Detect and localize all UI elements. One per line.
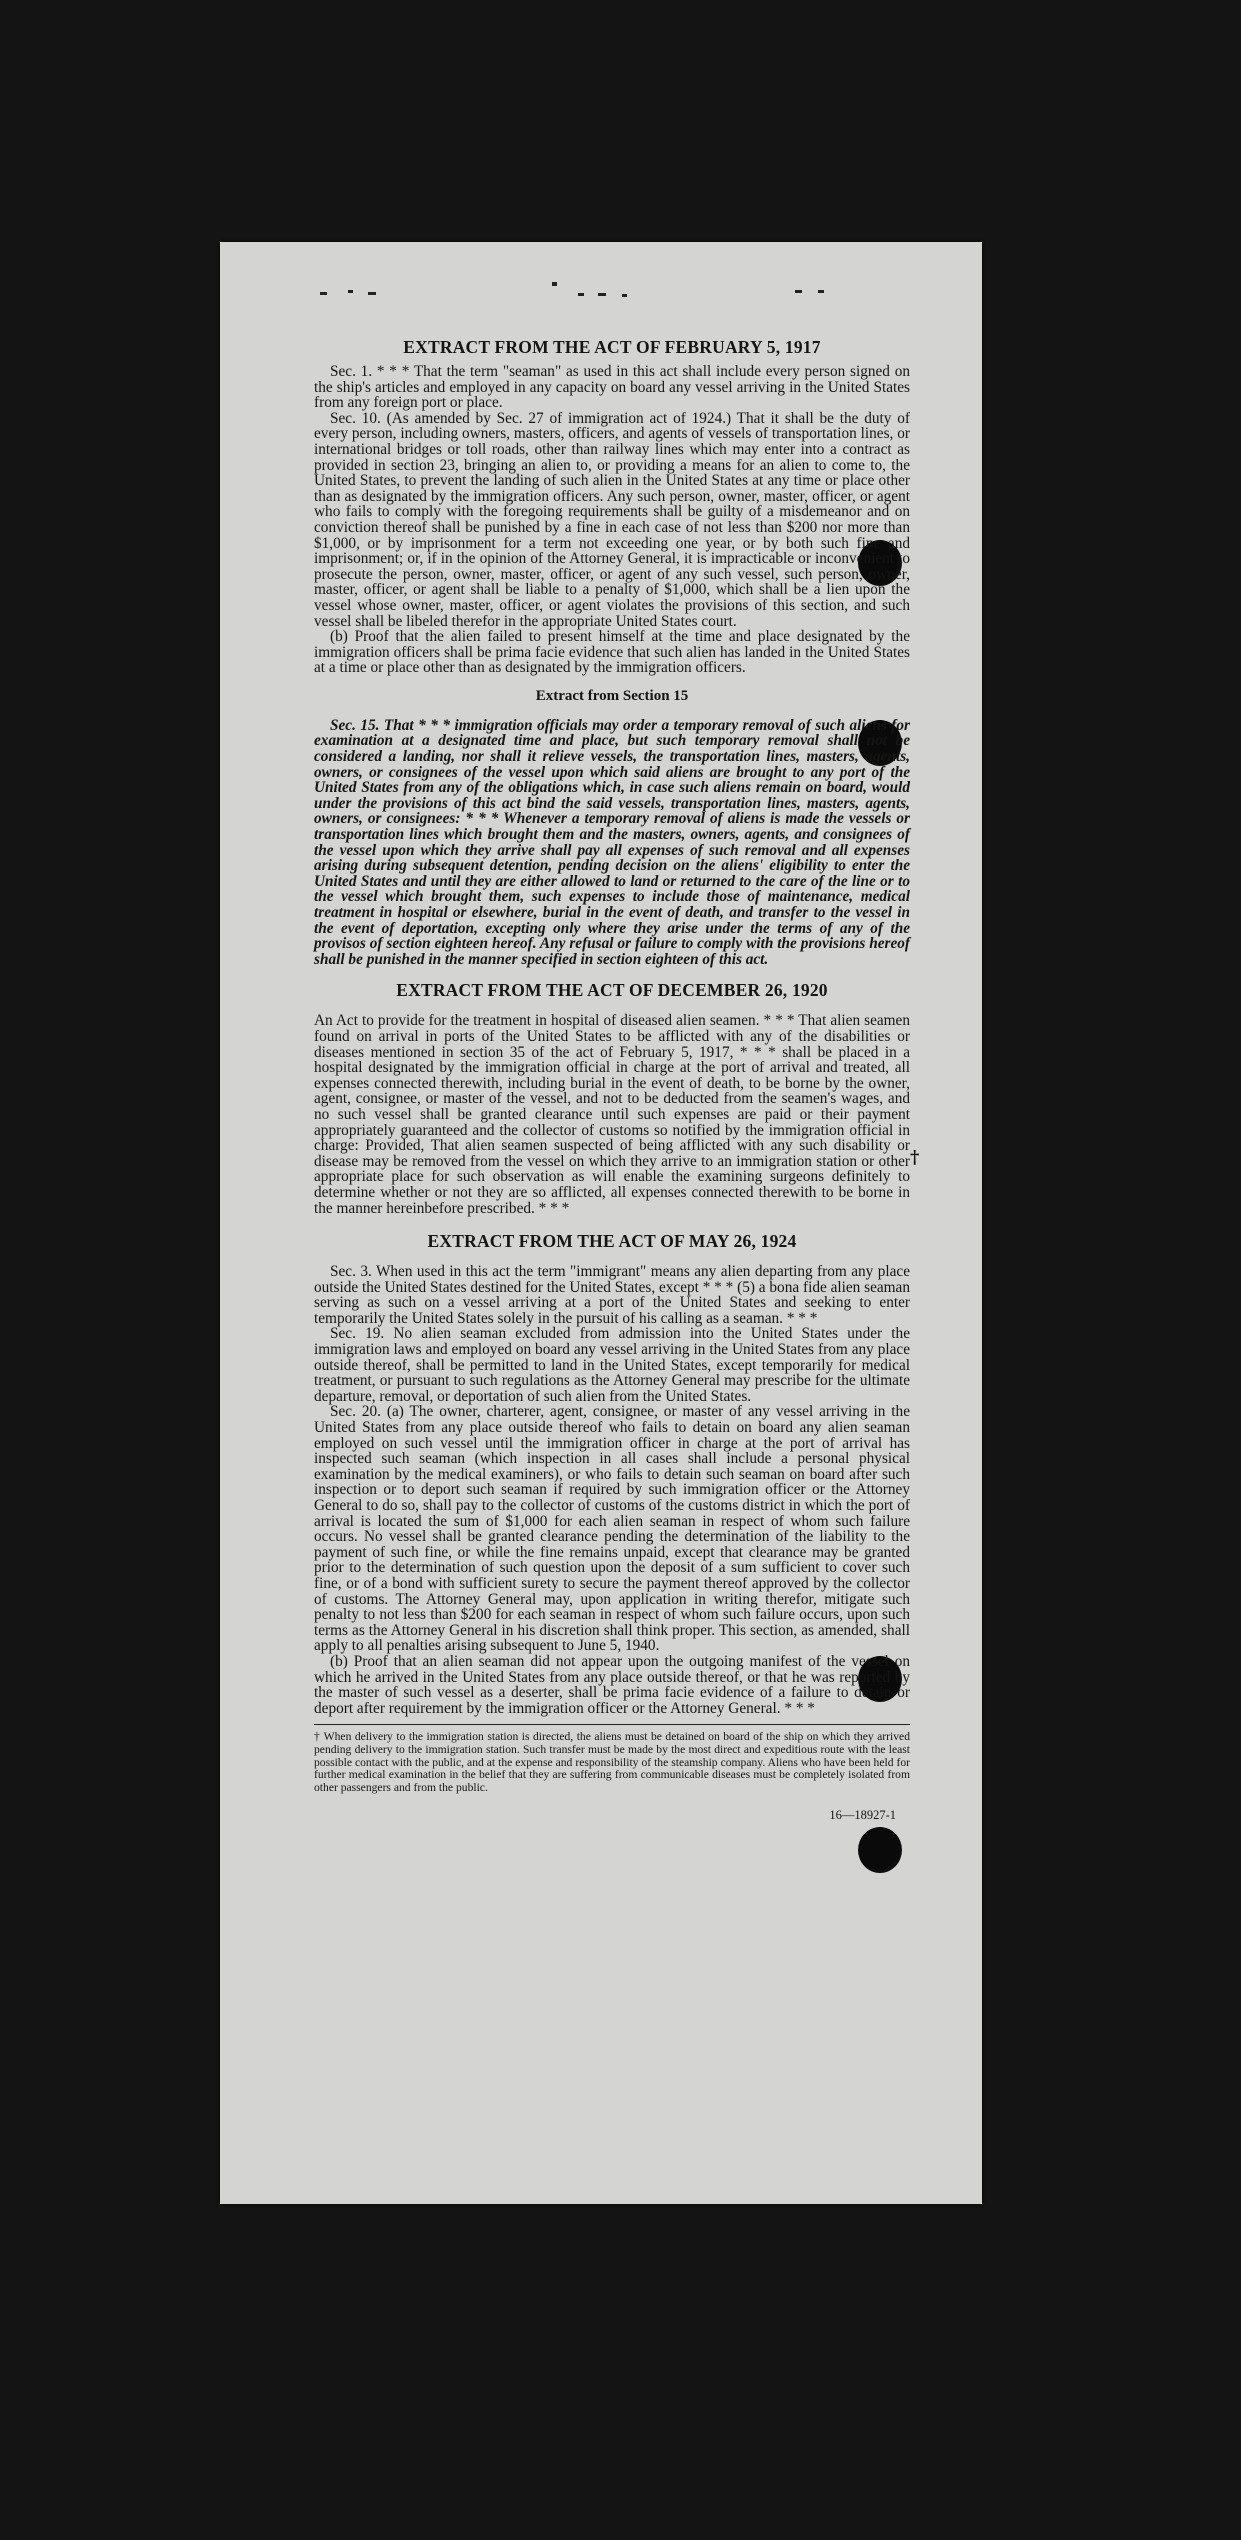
- footnote-marker: †: [910, 1147, 920, 1168]
- paragraph: Sec. 3. When used in this act the term "immigrant" means any alien departing from any place outside the United States destined for the United States, except * * * (5) a bona fide alien seaman serving as such on a vessel arriving at a port of the United States and seeking to enter temporarily the United States solely in the pursuit of his calling as a seaman. * * *: [314, 1263, 910, 1327]
- section-heading: EXTRACT FROM THE ACT OF FEBRUARY 5, 1917: [403, 337, 821, 357]
- paragraph: Sec. 19. No alien seaman excluded from admission into the United States under the immigration laws and employed on board any vessel arriving in the United States from any place outside thereof, shall be permitted to land in the United States, except temporarily for medical treatment, or pursuant to such regulations as the Attorney General may prescribe for the ultimate departure, removal, or deportation of such alien from the United States.: [314, 1325, 910, 1405]
- paragraph: Sec. 15. That * * * immigration officials may order a temporary removal of such aliens for examination at a designated time and place, but such temporary removal shall not be considered a landing, nor shall it relieve vessels, the transportation lines, masters, agents, owners, or consignees of the vessel upon which said aliens are brought to any port of the United States from any of the obligations which, in case such aliens remain on board, would under the provisions of this act bind the said vessels, transportation lines, masters, agents, owners, or consignees: * * * Whenever a temporary removal of aliens is made the vessels or transportation lines which brought them and the masters, owners, agents, and consignees of the vessel upon which they arrive shall pay all expenses of such removal and all expenses arising during subsequent detention, pending decision on the aliens' eligibility to enter the United States and until they are either allowed to land or returned to the care of the line or to the vessel which brought them, such expenses to include those of maintenance, medical treatment in hospital or elsewhere, burial in the event of death, and transfer to the vessel in the event of deportation, excepting only where they arise under the terms of any of the provisos of section eighteen hereof. Any refusal or failure to comply with the provisions hereof shall be punished in the manner specified in section eighteen of this act.: [314, 716, 910, 968]
- paragraph: Sec. 1. * * * That the term "seaman" as used in this act shall include every person signed on the ship's articles and employed in any capacity on board any vessel arriving in the United States from any foreign port or place.: [314, 363, 910, 412]
- document-number: 16—18927-1: [829, 1808, 896, 1823]
- section-heading: EXTRACT FROM THE ACT OF DECEMBER 26, 1920: [396, 980, 828, 1001]
- section-act-1920: [314, 979, 910, 1216]
- section-heading: EXTRACT FROM THE ACT OF MAY 26, 1924: [427, 1231, 797, 1252]
- document-page: [220, 242, 982, 2204]
- paragraph: Sec. 10. (As amended by Sec. 27 of immigration act of 1924.) That it shall be the duty of every person, including owners, masters, officers, and agents of vessels of transportation lines, or international bridges or toll roads, other than railway lines which may enter into a contract as provided in section 23, bringing an alien to, or providing a means for an alien to come to, the United States, to prevent the landing of such alien in the United States at any time or place other than as designated by the immigration officers. Any such person, owner, master, officer, or agent who fails to comply with the foregoing requirements shall be guilty of a misdemeanor and on conviction thereof shall be punished by a fine in each case of not less than $200 nor more than $1,000, or by imprisonment for a term not exceeding one year, or by both such fine and imprisonment; or, if in the opinion of the Attorney General, it is impracticable or inconvenient to prosecute the person, owner, master, officer, or agent of any such vessel, such person, owner, master, officer, or agent shall be liable to a penalty of $1,000, which shall be a lien upon the vessel whose owner, master, officer, or agent violates the provisions of this section, and such vessel shall be libeled therefor in the appropriate United States court.: [314, 409, 910, 630]
- footnote: † When delivery to the immigration station is directed, the aliens must be detained on board of the ship on which they arrived pending delivery to the immigration station. Such transfer must be made by the most direct and expeditious route with the least possible contact with the public, and at the expense and responsibility of the steamship company. Aliens who have been held for further medical examination in the belief that they are suffering from communicable diseases must be completely isolated from other passengers and from the public.: [314, 1730, 910, 1794]
- punch-hole: [858, 1827, 902, 1873]
- paragraph: Sec. 20. (a) The owner, charterer, agent, consignee, or master of any vessel arriving in the United States from any place outside thereof who fails to detain on board any alien seaman employed on such vessel until the immigration officer in charge at the port of arrival has inspected such seaman (which inspection in all cases shall include a personal physical examination by the medical examiners), or who fails to detain such seaman on board after such inspection or to deport such seaman if required by such immigration officer or the Attorney General to do so, shall pay to the collector of customs of the customs district in which the port of arrival is located the sum of $1,000 for each alien seaman in respect of whom such failure occurs. No vessel shall be granted clearance pending the determination of the liability to the payment of such fine, or while the fine remains unpaid, except that clearance may be granted prior to the determination of such question upon the deposit of a sum sufficient to cover such fine, or of a bond with sufficient surety to secure the payment thereof approved by the collector of customs. The Attorney General may, upon application in writing therefor, mitigate such penalty to not less than $200 for each seaman in respect of whom such failure occurs, upon such terms as the Attorney General in his discretion shall think proper. This section, as amended, shall apply to all penalties arising subsequent to June 5, 1940.: [314, 1403, 910, 1655]
- section-act-1917: [314, 336, 910, 676]
- document-content: [314, 242, 910, 1824]
- paragraph: (b) Proof that the alien failed to present himself at the time and place designated by the immigration officers shall be prima facie evidence that such alien has landed in the United States at a time or place other than as designated by the immigration officers.: [314, 628, 910, 677]
- section-act-1924: [314, 1230, 910, 1716]
- section-heading: Extract from Section 15: [535, 687, 689, 704]
- paragraph: (b) Proof that an alien seaman did not appear upon the outgoing manifest of the vessel on which he arrived in the United States from any place outside thereof, or that he was reported by the master of such vessel as a deserter, shall be prima facie evidence of a failure to detain or deport after requirement by the immigration officer or the Attorney General. * * *: [314, 1652, 910, 1717]
- paragraph: An Act to provide for the treatment in hospital of diseased alien seamen. * * * That alien seamen found on arrival in ports of the United States to be afflicted with any of the disabilities or diseases mentioned in section 35 of the act of February 5, 1917, * * * shall be placed in a hospital designated by the immigration official in charge at the port of arrival and treated, all expenses connected therewith, including burial in the event of death, to be borne by the owner, agent, consignee, or master of the vessel, and not to be deducted from the seamen's wages, and no such vessel shall be granted clearance until such expenses are paid or their payment appropriately guaranteed and the collector of customs so notified by the immigration official in charge: Provided, That alien seamen suspected of being afflicted with any such disability or disease may be removed from the vessel on which they arrive to an immigration station or other appropriate place for such observation as will enable the examining surgeons definitely to determine whether or not they are so afflicted, all expenses connected therewith to be borne in the manner hereinbefore prescribed. * * *: [314, 1012, 910, 1217]
- section-15-extract: [314, 686, 910, 968]
